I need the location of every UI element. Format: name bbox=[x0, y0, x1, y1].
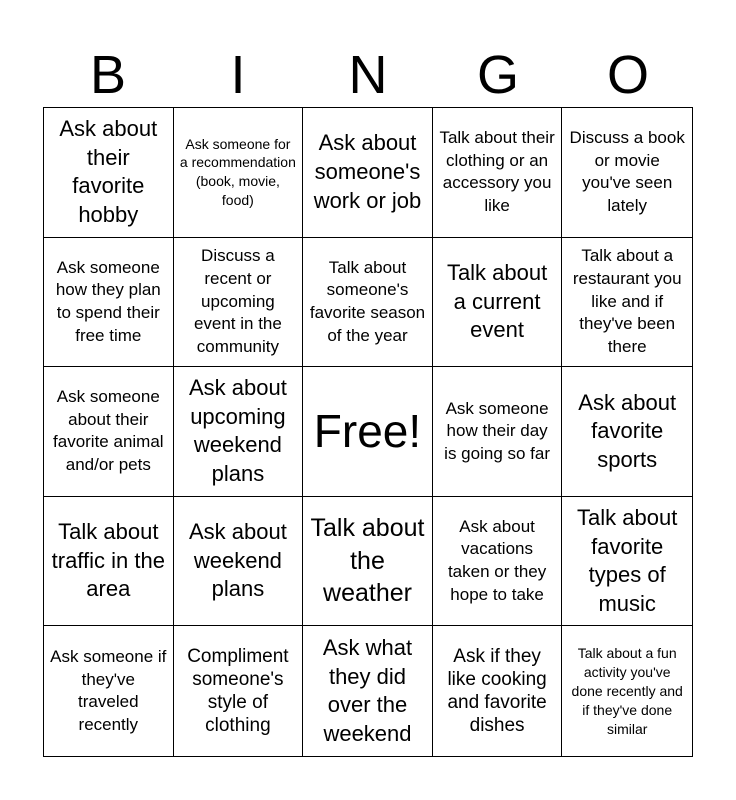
bingo-cell[interactable] bbox=[303, 497, 433, 627]
bingo-cell-text: Discuss a recent or upcoming event in the community bbox=[193, 246, 282, 356]
bingo-cell-text: Ask someone for a recommendation (book, movie, food) bbox=[179, 135, 296, 209]
bingo-cell[interactable] bbox=[174, 626, 304, 756]
bingo-cell-text: Ask someone if they've traveled recently bbox=[50, 646, 167, 734]
header-letter-o: O bbox=[606, 45, 649, 105]
bingo-cell[interactable] bbox=[562, 626, 692, 756]
bingo-cell-text: Discuss a book or movie you've seen lately bbox=[569, 128, 685, 215]
bingo-cell[interactable] bbox=[433, 367, 563, 497]
bingo-cell-text: Free! bbox=[313, 404, 422, 457]
bingo-cell[interactable] bbox=[303, 108, 433, 238]
bingo-cell[interactable] bbox=[44, 497, 174, 627]
bingo-cell[interactable] bbox=[44, 108, 174, 238]
bingo-free-space[interactable] bbox=[303, 367, 433, 497]
bingo-cell-text: Ask someone how their day is going so far bbox=[444, 398, 551, 463]
bingo-cell[interactable] bbox=[562, 238, 692, 368]
bingo-cell-text: Talk about their clothing or an accessory you like bbox=[439, 128, 555, 215]
bingo-cell-text: Ask about weekend plans bbox=[188, 519, 287, 602]
bingo-cell-text: Ask what they did over the weekend bbox=[322, 635, 413, 746]
bingo-board bbox=[43, 107, 693, 757]
bingo-cell-text: Ask about upcoming weekend plans bbox=[188, 375, 287, 487]
bingo-cell-text: Ask about someone's work or job bbox=[313, 130, 422, 213]
bingo-cell[interactable] bbox=[44, 367, 174, 497]
bingo-cell-text: Ask someone about their favorite animal and/or pets bbox=[53, 387, 164, 475]
bingo-cell[interactable] bbox=[44, 626, 174, 756]
bingo-cell[interactable] bbox=[174, 367, 304, 497]
bingo-cell[interactable] bbox=[174, 238, 304, 368]
bingo-cell-text: Compliment someone's style of clothing bbox=[187, 645, 289, 737]
header-letter-n: N bbox=[348, 45, 388, 105]
bingo-cell-text: Talk about a restaurant you like and if they've been there bbox=[572, 246, 682, 356]
bingo-cell[interactable] bbox=[562, 497, 692, 627]
bingo-cell-text: Talk about a current event bbox=[446, 260, 548, 343]
bingo-cell[interactable] bbox=[562, 108, 692, 238]
bingo-cell-text: Ask about vacations taken or they hope to take bbox=[447, 516, 547, 604]
bingo-cell[interactable] bbox=[44, 238, 174, 368]
bingo-cell[interactable] bbox=[562, 367, 692, 497]
bingo-cell-text: Talk about a fun activity you've done recently and if they've done similar bbox=[571, 644, 683, 737]
bingo-cell[interactable] bbox=[433, 626, 563, 756]
bingo-cell[interactable] bbox=[303, 238, 433, 368]
header-letter-g: G bbox=[476, 45, 519, 105]
bingo-cell-text: Ask about favorite sports bbox=[578, 389, 677, 472]
header-letter-b: B bbox=[89, 45, 127, 105]
bingo-cell-text: Talk about favorite types of music bbox=[577, 504, 678, 616]
bingo-cell[interactable] bbox=[303, 626, 433, 756]
bingo-cell[interactable] bbox=[433, 497, 563, 627]
bingo-cell[interactable] bbox=[433, 108, 563, 238]
bingo-cell-text: Talk about the weather bbox=[310, 514, 425, 608]
bingo-cell-text: Ask if they like cooking and favorite dishes bbox=[447, 645, 547, 737]
bingo-cell[interactable] bbox=[174, 497, 304, 627]
bingo-cell-text: Talk about traffic in the area bbox=[51, 519, 165, 602]
bingo-cell[interactable] bbox=[174, 108, 304, 238]
bingo-cell-text: Ask someone how they plan to spend their free time bbox=[55, 257, 161, 345]
bingo-header bbox=[43, 44, 693, 106]
bingo-cell-text: Talk about someone's favorite season of the year bbox=[309, 257, 426, 345]
header-letter-i: I bbox=[230, 45, 246, 105]
bingo-cell[interactable] bbox=[433, 238, 563, 368]
bingo-cell-text: Ask about their favorite hobby bbox=[59, 116, 158, 227]
